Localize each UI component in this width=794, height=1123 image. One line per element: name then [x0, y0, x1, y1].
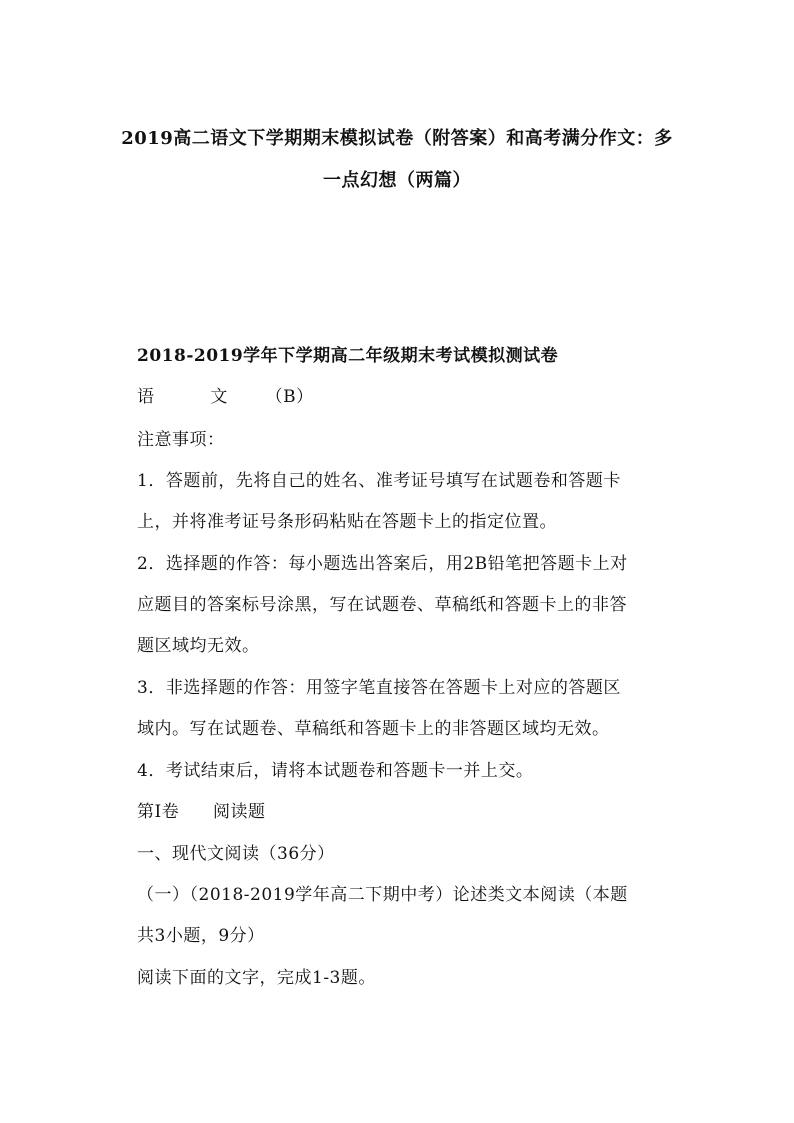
note-line: 2．选择题的作答：每小题选出答案后，用2B铅笔把答题卡上对: [137, 554, 628, 574]
question-block-line-1: （一）（2018-2019学年高二下期中考）论述类文本阅读（本题: [137, 885, 628, 905]
document-title-line-2: 一点幻想（两篇）: [323, 170, 471, 191]
section-part: 第Ⅰ卷: [137, 802, 180, 822]
subject-char-1: 语: [137, 387, 155, 407]
subject-line: [137, 382, 314, 407]
exam-title: 2018-2019学年下学期高二年级期末考试模拟测试卷: [137, 346, 559, 366]
reading-instruction: 阅读下面的文字，完成1-3题。: [137, 968, 376, 988]
section-heading: [137, 797, 266, 822]
note-line: 4．考试结束后，请将本试题卷和答题卡一并上交。: [137, 761, 534, 781]
document-title-line-1: 2019高二语文下学期期末模拟试卷（附答案）和高考满分作文：多: [121, 128, 673, 149]
note-line: 题区域均无效。: [137, 636, 260, 656]
subsection-heading: 一、现代文阅读（36分）: [137, 844, 335, 864]
section-part-name: 阅读题: [213, 802, 266, 822]
note-line: 1．答题前，先将自己的姓名、准考证号填写在试题卷和答题卡: [137, 471, 621, 491]
note-line: 域内。写在试题卷、草稿纸和答题卡上的非答题区域均无效。: [137, 719, 610, 739]
paper-variant: （B）: [265, 387, 314, 407]
question-block-line-2: 共3小题，9分）: [137, 926, 265, 946]
note-line: 应题目的答案标号涂黑，写在试题卷、草稿纸和答题卡上的非答: [137, 595, 627, 615]
note-line: 3．非选择题的作答：用签字笔直接答在答题卡上对应的答题区: [137, 678, 621, 698]
notice-heading: 注意事项：: [137, 430, 225, 450]
subject-char-2: 文: [210, 387, 228, 407]
note-line: 上，并将准考证号条形码粘贴在答题卡上的指定位置。: [137, 512, 557, 532]
